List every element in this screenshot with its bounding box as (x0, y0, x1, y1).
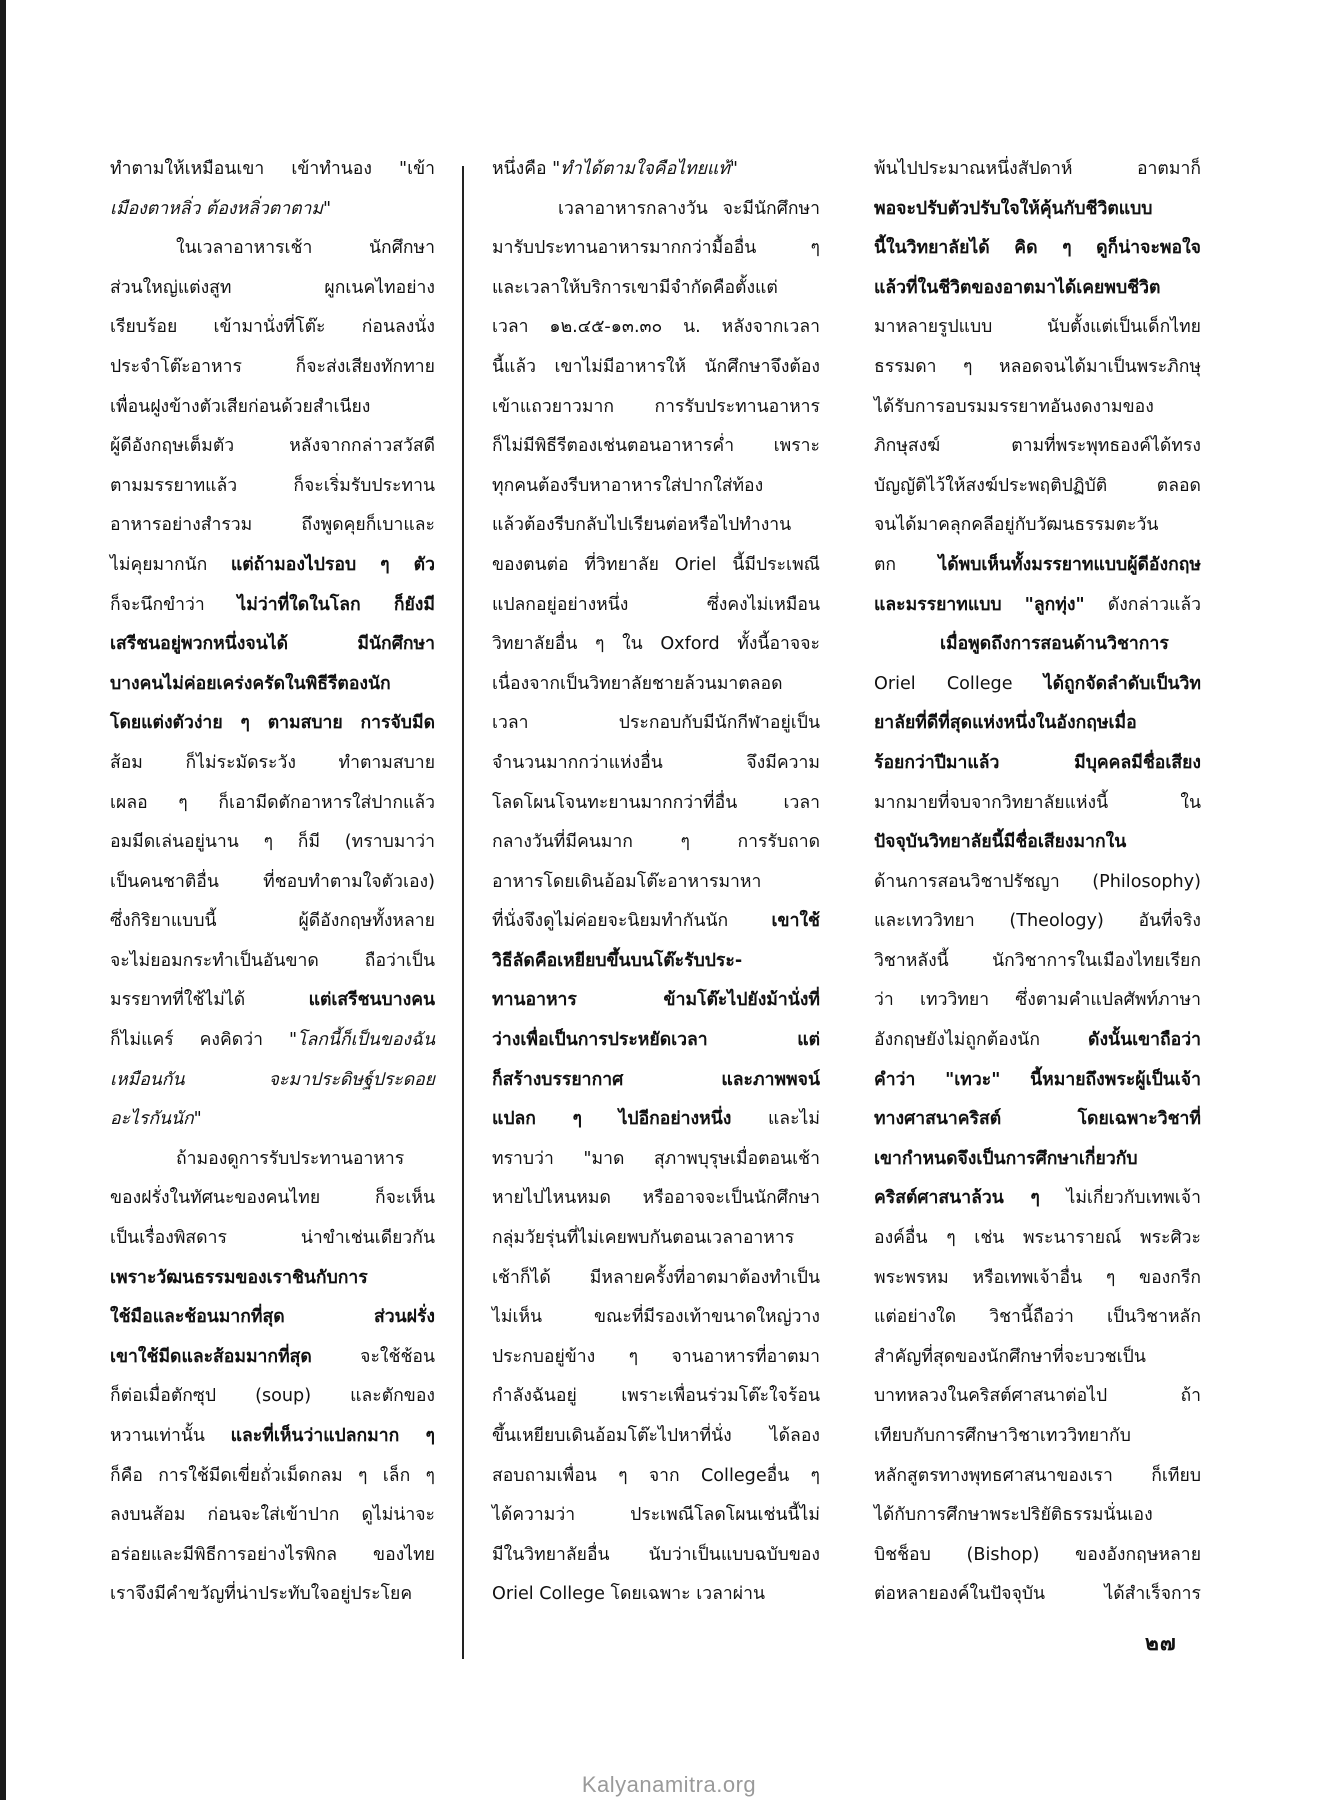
text-run: ผู้ดีอังกฤษเต็มตัว หลังจากกล่าวสวัสดี (110, 436, 435, 457)
text-run: (Philosophy) (1092, 871, 1201, 892)
text-line (492, 1417, 820, 1457)
text-run: ธรรมดา ๆ หลอดจนได้มาเป็นพระภิกษุ (874, 356, 1201, 377)
text-line (492, 1338, 820, 1378)
text-run: นี้ในวิทยาลัยได้ คิด ๆ ดูก็น่าจะพอใจ (874, 238, 1201, 259)
text-line (492, 586, 820, 626)
text-run: โดยแต่งตัวง่าย ๆ ตามสบาย การจับมีด (110, 713, 435, 734)
text-line (110, 546, 435, 586)
column-rule (462, 166, 464, 1659)
text-run: ต่อหลายองค์ในปัจจุบัน ได้สำเร็จการ (874, 1584, 1201, 1605)
text-line (110, 1457, 435, 1497)
text-line (492, 546, 820, 586)
text-run: ปัจจุบันวิทยาลัยนี้มีชื่อเสียงมากใน (874, 832, 1127, 853)
text-column-left (110, 150, 435, 1615)
text-line (110, 388, 435, 428)
text-run: เวลา ประกอบกับมีนักกีฬาอยู่เป็น (492, 713, 820, 734)
text-line (492, 1259, 820, 1299)
text-line (110, 190, 435, 230)
text-run: แต่เสรีชนบางคน (308, 990, 435, 1011)
text-run: "โลกนี้ก็เป็นของฉัน (288, 1030, 435, 1051)
text-line (110, 1140, 435, 1180)
text-run: แต่ถ้ามองไปรอบ ๆ ตัว (230, 554, 435, 575)
text-line (874, 1298, 1201, 1338)
text-line (492, 1457, 820, 1497)
text-run: วิทยาลัยอื่น ๆ ใน Oxford ทั้งนี้อาจจะ (492, 634, 820, 655)
text-line (110, 1536, 435, 1576)
text-run: เหมือนกัน จะมาประดิษฐ์ประดอย (110, 1069, 435, 1090)
text-run: จะไม่ยอมกระทำเป็นอันขาด ถือว่าเป็น (110, 950, 435, 971)
text-line (110, 744, 435, 784)
text-line (874, 902, 1201, 942)
page-number: ๒๗ (1145, 1631, 1177, 1655)
text-run: ของฝรั่งในทัศนะของคนไทย ก็จะเห็น (110, 1188, 435, 1209)
text-line (110, 1100, 435, 1140)
text-run: ภิกษุสงฆ์ ตามที่พระพุทธองค์ได้ทรง (874, 436, 1201, 457)
text-run: ร้อยกว่าปีมาแล้ว มีบุคคลมีชื่อเสียง (874, 752, 1201, 773)
text-line (874, 1061, 1201, 1101)
text-run: เพราะวัฒนธรรมของเราชินกับการ (110, 1267, 368, 1288)
text-run: ที่นั่งจึงดูไม่ค่อยจะนิยมทำกันนัก (492, 911, 772, 932)
text-run: เมืองตาหลิ่ว ต้องหลิ่วตาตาม" (110, 198, 332, 219)
text-line (110, 902, 435, 942)
text-run: และไม่ (767, 1109, 820, 1130)
text-run: บิชช็อบ (Bishop) ของอังกฤษหลาย (874, 1544, 1201, 1565)
text-line (110, 665, 435, 705)
text-line (492, 1140, 820, 1180)
text-run: หวานเท่านั้น (110, 1426, 231, 1446)
text-run: แปลกอยู่อย่างหนึ่ง ซึ่งคงไม่เหมือน (492, 594, 820, 615)
text-line (492, 1061, 820, 1101)
text-run: เป็นเรื่องพิสดาร น่าขำเช่นเดียวกัน (110, 1228, 435, 1249)
text-line (110, 308, 435, 348)
text-line (110, 1575, 435, 1615)
text-line (110, 1259, 435, 1299)
text-line (110, 150, 435, 190)
text-line (110, 1496, 435, 1536)
text-run: แต่อย่างใด วิชานี้ถือว่า เป็นวิชาหลัก (874, 1307, 1201, 1328)
text-run: ทำตามให้เหมือนเขา เข้าทำนอง "เข้า (110, 159, 435, 179)
text-run: ในเวลาอาหารเช้า นักศึกษา (176, 238, 435, 259)
text-run: ดังกล่าวแล้ว (1107, 594, 1201, 615)
text-line (492, 229, 820, 269)
text-run: ก็ไม่แคร์ คงคิดว่า (110, 1030, 289, 1051)
text-line (874, 1338, 1201, 1378)
text-run: คำว่า "เทวะ" นี้หมายถึงพระผู้เป็นเจ้า (874, 1069, 1201, 1090)
text-line (110, 269, 435, 309)
text-run: หนึ่งคือ (492, 159, 553, 179)
text-run: จนได้มาคลุกคลีอยู่กับวัฒนธรรมตะวัน (874, 515, 1159, 536)
text-line (874, 1219, 1201, 1259)
text-run: มรรยาทที่ใช้ไม่ได้ (110, 990, 309, 1011)
text-line (874, 981, 1201, 1021)
text-line (492, 744, 820, 784)
text-run: ก็สร้างบรรยากาศ และภาพพจน์ (492, 1069, 820, 1090)
text-run: และที่เห็นว่าแปลกมาก ๆ (230, 1426, 435, 1446)
text-run: วิชาหลังนี้ นักวิชาการในเมืองไทยเรียก (874, 950, 1201, 971)
text-line (492, 784, 820, 824)
text-run: เช้าก็ได้ มีหลายครั้งที่อาตมาต้องทำเป็น (492, 1267, 820, 1288)
text-line (874, 823, 1201, 863)
text-column-middle (492, 150, 820, 1615)
text-run: อังกฤษยังไม่ถูกต้องนัก (874, 1030, 1089, 1051)
text-run: เนื่องจากเป็นวิทยาลัยชายล้วนมาตลอด (492, 673, 783, 694)
text-run: เสรีชนอยู่พวกหนึ่งจนได้ มีนักศึกษา (110, 634, 435, 655)
text-run: อาหารอย่างสำรวม ถึงพูดคุยก็เบาและ (110, 515, 435, 536)
text-run: สอบถามเพื่อน ๆ จาก Collegeอื่น ๆ (492, 1465, 820, 1486)
text-run: ของตนต่อ ที่วิทยาลัย Oriel นี้มีประเพณี (492, 554, 820, 575)
text-run: Oriel College (874, 673, 1044, 694)
text-run: เผลอ ๆ ก็เอามีดตักอาหารใส่ปากแล้ว (110, 792, 435, 813)
text-line (874, 348, 1201, 388)
text-run: อาตมาก็ (1136, 159, 1201, 179)
text-line (874, 1021, 1201, 1061)
text-line (874, 625, 1201, 665)
text-line (492, 348, 820, 388)
text-line (110, 704, 435, 744)
text-line (874, 586, 1201, 626)
text-line (492, 1021, 820, 1061)
text-run: ลงบนส้อม ก่อนจะใส่เข้าปาก ดูไม่น่าจะ (110, 1505, 435, 1526)
text-run: เวลา ๑๒.๔๕-๑๓.๓๐ น. หลังจากเวลา (492, 317, 820, 338)
text-run: แล้วต้องรีบกลับไปเรียนต่อหรือไปทำงาน (492, 515, 792, 536)
text-line (874, 1377, 1201, 1417)
text-column-right (874, 150, 1201, 1615)
text-line (110, 229, 435, 269)
text-line (110, 784, 435, 824)
watermark: Kalyanamitra.org (581, 1772, 757, 1797)
text-run: วิธีลัดคือเหยียบขึ้นบนโต๊ะรับประ- (492, 950, 743, 971)
text-run: อาหารโดยเดินอ้อมโต๊ะอาหารมาหา (492, 871, 762, 892)
text-run: ก็ไม่มีพิธีรีตองเช่นตอนอาหารค่ำ เพราะ (492, 436, 820, 457)
text-line (110, 863, 435, 903)
text-run: ด้านการสอนวิชาปรัชญา (874, 871, 1093, 892)
text-run: เขากำหนดจึงเป็นการศึกษาเกี่ยวกับ (874, 1148, 1138, 1169)
text-line (492, 942, 820, 982)
text-line (874, 863, 1201, 903)
text-line (874, 427, 1201, 467)
text-run: กลุ่มวัยรุ่นที่ไม่เคยพบกันตอนเวลาอาหาร (492, 1228, 795, 1249)
text-line (492, 388, 820, 428)
text-run: ไม่คุยมากนัก (110, 554, 231, 575)
text-run: ทราบว่า "มาด สุภาพบุรุษเมื่อตอนเช้า (492, 1148, 820, 1169)
text-line (492, 1496, 820, 1536)
text-run: อร่อยและมีพิธีการอย่างไรพิกล ของไทย (110, 1544, 435, 1565)
text-run: ยาลัยที่ดีที่สุดแห่งหนึ่งในอังกฤษเมื่อ (874, 713, 1137, 734)
text-run: ใช้มือและช้อนมากที่สุด ส่วนฝรั่ง (110, 1307, 435, 1328)
text-run: ก็ต่อเมื่อตักซุป (soup) และตักของ (110, 1386, 435, 1407)
text-line (874, 784, 1201, 824)
text-line (874, 704, 1201, 744)
text-line (492, 1219, 820, 1259)
text-run: ก็จะนึกขำว่า (110, 594, 238, 615)
text-run: หลักสูตรทางพุทธศาสนาของเรา ก็เทียบ (874, 1465, 1201, 1486)
text-run: องค์อื่น ๆ เช่น พระนารายณ์ พระศิวะ (874, 1228, 1201, 1249)
text-line (492, 1377, 820, 1417)
text-line (874, 1536, 1201, 1576)
text-run: มากมายที่จบจากวิทยาลัยแห่งนี้ ใน (874, 792, 1201, 813)
text-run: เราจึงมีคำขวัญที่น่าประทับใจอยู่ประโยค (110, 1584, 413, 1605)
text-run: และมรรยาทแบบ "ลูกทุ่ง" (874, 594, 1108, 615)
text-line (492, 190, 820, 230)
text-line (110, 1179, 435, 1219)
text-line (492, 863, 820, 903)
text-line (874, 269, 1201, 309)
text-line (110, 1377, 435, 1417)
text-run: "ทำได้ตามใจคือไทยแท้" (552, 159, 738, 179)
text-run: เข้าแถวยาวมาก การรับประทานอาหาร (492, 396, 820, 417)
text-line (492, 1536, 820, 1576)
text-line (492, 665, 820, 705)
text-line (110, 467, 435, 507)
text-line (110, 506, 435, 546)
text-line (492, 150, 820, 190)
text-line (874, 1100, 1201, 1140)
text-line (110, 1298, 435, 1338)
text-line (110, 981, 435, 1021)
text-run: ไม่ว่าที่ใดในโลก ก็ยังมี (237, 594, 435, 615)
text-line (110, 427, 435, 467)
text-run: ซึ่งกิริยาแบบนี้ ผู้ดีอังกฤษทั้งหลาย (110, 911, 435, 932)
text-run: ประจำโต๊ะอาหาร ก็จะส่งเสียงทักทาย (110, 356, 435, 377)
text-run: ทุกคนต้องรีบหาอาหารใส่ปากใส่ท้อง (492, 475, 764, 496)
text-run: ว่า เทววิทยา ซึ่งตามคำแปลศัพท์ภาษา (874, 990, 1201, 1011)
text-run: ได้พบเห็นทั้งมรรยาทแบบผู้ดีอังกฤษ (938, 554, 1201, 575)
text-run: มีในวิทยาลัยอื่น นับว่าเป็นแบบฉบับของ (492, 1544, 820, 1565)
text-line (874, 388, 1201, 428)
text-line (874, 1179, 1201, 1219)
text-run: ว่างเพื่อเป็นการประหยัดเวลา แต่ (492, 1030, 820, 1051)
text-run: มารับประทานอาหารมากกว่ามื้ออื่น ๆ (492, 238, 820, 259)
text-run: ถ้ามองดูการรับประทานอาหาร (176, 1148, 405, 1169)
text-run: พระพรหม หรือเทพเจ้าอื่น ๆ ของกรีก (874, 1267, 1201, 1288)
text-run: เรียบร้อย เข้ามานั่งที่โต๊ะ ก่อนลงนั่ง (110, 317, 435, 338)
text-run: แปลก ๆ ไปอีกอย่างหนึ่ง (492, 1109, 768, 1130)
text-line (110, 1021, 435, 1061)
text-line (874, 546, 1201, 586)
text-run: พ้นไปประมาณหนึ่งสัปดาห์ (874, 159, 1137, 179)
text-run: เป็นคนชาติอื่น ที่ชอบทำตามใจตัวเอง) (110, 871, 435, 892)
text-run: เขาใช้มีดและส้อมมากที่สุด (110, 1346, 361, 1367)
scan-edge (0, 0, 6, 1800)
text-run: ประกบอยู่ข้าง ๆ จานอาหารที่อาตมา (492, 1346, 820, 1367)
text-line (110, 348, 435, 388)
text-line (492, 981, 820, 1021)
text-run: บางคนไม่ค่อยเคร่งครัดในพิธีรีตองนัก (110, 673, 391, 694)
text-run: เมื่อพูดถึงการสอนด้านวิชาการ (940, 634, 1169, 655)
text-line (874, 229, 1201, 269)
text-run: พอจะปรับตัวปรับใจให้คุ้นกับชีวิตแบบ (874, 198, 1153, 219)
text-run: เทียบกับการศึกษาวิชาเทววิทยากับ (874, 1426, 1131, 1446)
text-run: ได้รับการอบรมมรรยาทอันงดงามของ (874, 396, 1154, 417)
text-run: ทานอาหาร ข้ามโต๊ะไปยังม้านั่งที่ (492, 990, 820, 1011)
text-line (492, 1179, 820, 1219)
text-line (492, 269, 820, 309)
text-line (874, 190, 1201, 230)
text-line (110, 823, 435, 863)
text-line (110, 1338, 435, 1378)
text-run: โลดโผนโจนทะยานมากกว่าที่อื่น เวลา (492, 792, 820, 813)
text-run: อะไรกันนัก" (110, 1109, 202, 1130)
text-line (110, 1219, 435, 1259)
text-run: กำลังฉันอยู่ เพราะเพื่อนร่วมโต๊ะใจร้อน (492, 1386, 820, 1407)
text-run: คริสต์ศาสนาล้วน ๆ (874, 1188, 1067, 1209)
text-run: เพื่อนฝูงข้างตัวเสียก่อนด้วยสำเนียง (110, 396, 371, 417)
text-run: สำคัญที่สุดของนักศึกษาที่จะบวชเป็น (874, 1346, 1146, 1367)
text-run: ได้กับการศึกษาพระปริยัติธรรมนั่นเอง (874, 1505, 1153, 1526)
text-run: แล้วที่ในชีวิตของอาตมาได้เคยพบชีวิต (874, 277, 1161, 298)
text-run: และเวลาให้บริการเขามีจำกัดคือตั้งแต่ (492, 277, 778, 298)
text-line (492, 902, 820, 942)
text-line (110, 625, 435, 665)
text-run: ก็คือ การใช้มีดเขี่ยถั่วเม็ดกลม ๆ เล็ก ๆ (110, 1465, 435, 1486)
text-line (492, 1298, 820, 1338)
text-line (874, 1496, 1201, 1536)
text-line (874, 1259, 1201, 1299)
text-line (874, 506, 1201, 546)
text-line (492, 1575, 820, 1615)
text-run: Oriel College โดยเฉพาะ เวลาผ่าน (492, 1584, 765, 1605)
text-line (874, 942, 1201, 982)
text-run: และเทววิทยา (Theology) อันที่จริง (874, 911, 1201, 932)
text-line (110, 1417, 435, 1457)
text-run: อมมีดเล่นอยู่นาน ๆ ก็มี (ทราบมาว่า (110, 832, 435, 853)
text-line (874, 744, 1201, 784)
text-line (874, 1457, 1201, 1497)
text-run: ได้ความว่า ประเพณีโลดโผนเช่นนี้ไม่ (492, 1505, 820, 1526)
text-run: ได้ถูกจัดลำดับเป็นวิท (1043, 673, 1201, 694)
text-line (492, 625, 820, 665)
text-line (874, 150, 1201, 190)
text-line (874, 1417, 1201, 1457)
text-run: บาทหลวงในคริสต์ศาสนาต่อไป ถ้า (874, 1386, 1201, 1407)
text-run: ส่วนใหญ่แต่งสูท ผูกเนคไทอย่าง (110, 277, 435, 298)
text-line (110, 942, 435, 982)
text-line (492, 506, 820, 546)
text-run: ไม่เกี่ยวกับเทพเจ้า (1066, 1188, 1201, 1209)
text-run: ทางศาสนาคริสต์ โดยเฉพาะวิชาที่ (874, 1109, 1201, 1130)
text-line (874, 467, 1201, 507)
text-run: เขาใช้ (771, 911, 820, 932)
text-line (874, 665, 1201, 705)
text-line (874, 1575, 1201, 1615)
text-line (492, 467, 820, 507)
text-run: กลางวันที่มีคนมาก ๆ การรับถาด (492, 832, 820, 853)
text-run: นี้แล้ว เขาไม่มีอาหารให้ นักศึกษาจึงต้อง (492, 356, 820, 377)
text-line (492, 427, 820, 467)
text-run: บัญญัติไว้ให้สงฆ์ประพฤติปฏิบัติ ตลอด (874, 475, 1201, 496)
text-run: มาหลายรูปแบบ นับตั้งแต่เป็นเด็กไทย (874, 317, 1201, 338)
text-line (110, 586, 435, 626)
text-run: จะใช้ช้อน (360, 1346, 435, 1367)
text-run: ไม่เห็น ขณะที่มีรองเท้าขนาดใหญ่วาง (492, 1307, 820, 1328)
text-line (110, 1061, 435, 1101)
text-run: ตก (874, 554, 939, 575)
text-run: เวลาอาหารกลางวัน จะมีนักศึกษา (558, 198, 820, 219)
text-line (492, 308, 820, 348)
text-line (874, 1140, 1201, 1180)
text-run: ตามมรรยาทแล้ว ก็จะเริ่มรับประทาน (110, 475, 435, 496)
text-run: หายไปไหนหมด หรืออาจจะเป็นนักศึกษา (492, 1188, 820, 1209)
text-run: จำนวนมากกว่าแห่งอื่น จึงมีความ (492, 752, 820, 773)
text-line (492, 704, 820, 744)
text-line (492, 1100, 820, 1140)
text-run: ดังนั้นเขาถือว่า (1088, 1030, 1201, 1051)
text-line (874, 308, 1201, 348)
text-run: ขึ้นเหยียบเดินอ้อมโต๊ะไปหาที่นั่ง ได้ลอง (492, 1426, 820, 1446)
text-line (492, 823, 820, 863)
text-run: ส้อม ก็ไม่ระมัดระวัง ทำตามสบาย (110, 752, 435, 773)
